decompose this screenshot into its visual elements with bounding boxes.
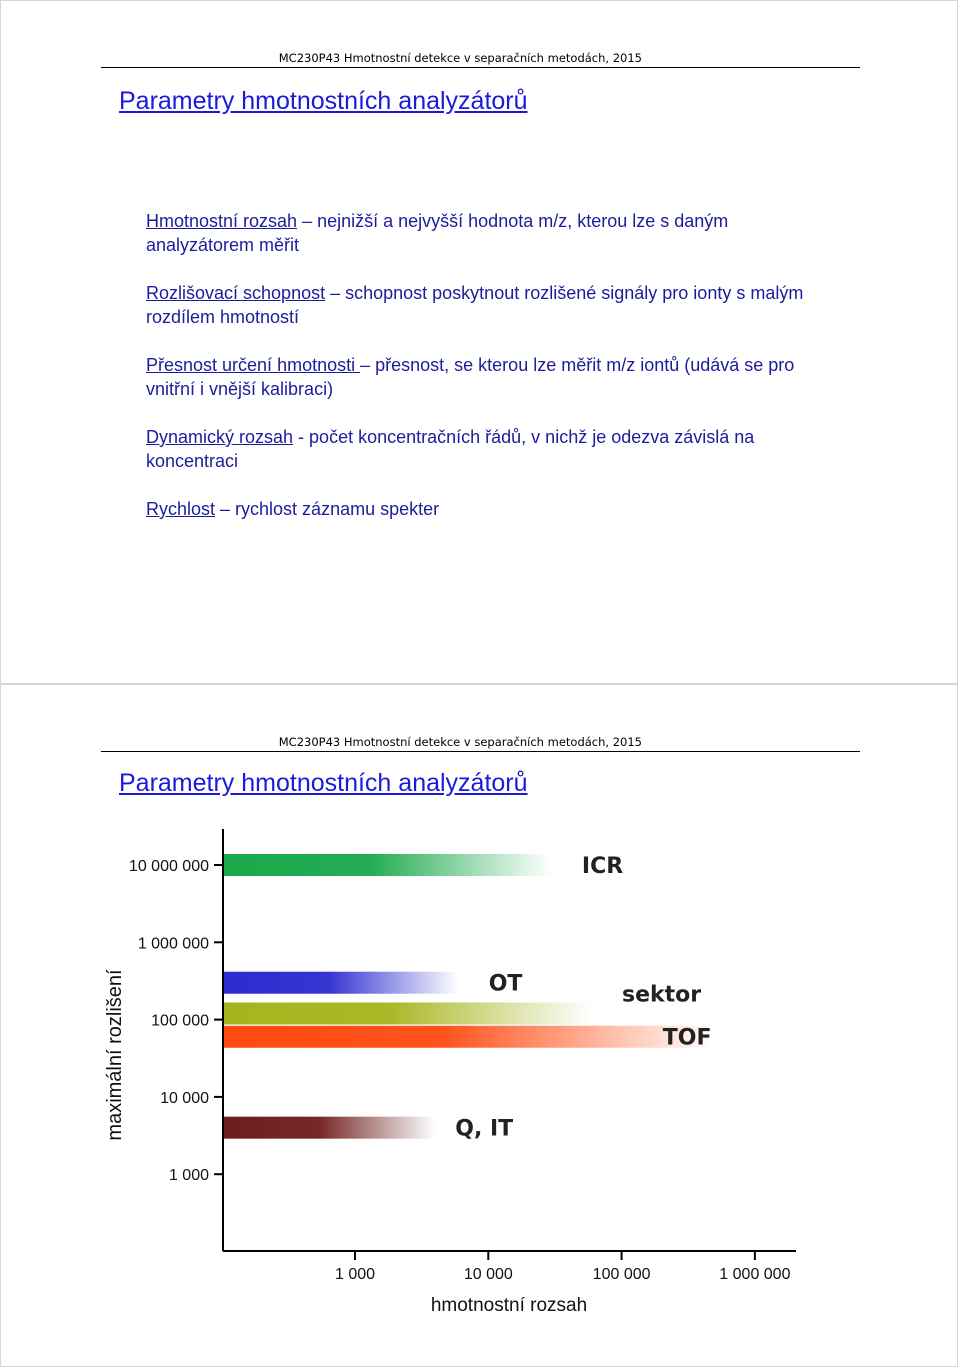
definition-item xyxy=(146,209,836,257)
definition-term: Dynamický rozsah xyxy=(146,427,294,447)
definition-item xyxy=(146,353,836,401)
page-header xyxy=(101,47,860,68)
definition-text: – přesnost, se kterou lze měřit m/z iontů (udává se pro vnitřní i vnější kalibraci) xyxy=(146,355,795,399)
series-label: Q, IT xyxy=(455,1116,514,1142)
slide-2 xyxy=(0,684,958,1367)
definition-item xyxy=(146,425,836,473)
definition-term: Rychlost xyxy=(146,499,216,519)
definition-item xyxy=(146,281,836,329)
y-tick-label: 100 000 xyxy=(151,1012,209,1030)
y-tick-label: 1 000 xyxy=(168,1167,209,1185)
x-tick-label: 10 000 xyxy=(463,1266,513,1283)
definition-list xyxy=(146,209,836,545)
y-axis-title: maximální rozlišení xyxy=(104,969,126,1141)
definition-text: - počet koncentračních řádů, v nichž je odezva závislá na koncentraci xyxy=(146,427,755,471)
header-text: MC230P43 Hmotnostní detekce v separačních metodách, 2015 xyxy=(278,735,642,749)
series-label: ICR xyxy=(581,854,624,879)
slide-1 xyxy=(0,0,958,684)
definition-text: – schopnost poskytnout rozlišené signály pro ionty s malým rozdílem hmotností xyxy=(146,283,804,327)
series-label: TOF xyxy=(662,1025,712,1051)
definition-term: Hmotnostní rozsah xyxy=(146,211,298,231)
range-bar xyxy=(223,1117,435,1139)
definition-term: Rozlišovací schopnost xyxy=(146,283,326,303)
x-tick-label: 100 000 xyxy=(592,1266,651,1283)
definition-item xyxy=(146,497,836,521)
y-tick-label: 1 000 000 xyxy=(137,935,209,953)
y-tick-label: 10 000 xyxy=(160,1089,209,1107)
range-bar xyxy=(223,854,552,876)
series-label: OT xyxy=(488,971,523,997)
definition-text: – nejnižší a nejvyšší hodnota m/z, kterou lze s daným analyzátorem měřit xyxy=(146,211,729,255)
page-title: Parametry hmotnostních analyzátorů xyxy=(119,87,528,115)
y-tick-label: 10 000 000 xyxy=(128,858,209,875)
definition-text: – rychlost záznamu spekter xyxy=(215,499,440,519)
definition-term: Přesnost určení hmotnosti xyxy=(146,355,361,375)
range-bar xyxy=(223,1026,715,1048)
series-label: sektor xyxy=(622,982,702,1008)
header-text: MC230P43 Hmotnostní detekce v separačních metodách, 2015 xyxy=(278,51,642,65)
x-tick-label: 1 000 000 xyxy=(719,1266,791,1283)
page-title: Parametry hmotnostních analyzátorů xyxy=(119,769,528,797)
x-tick-label: 1 000 xyxy=(334,1266,376,1283)
range-bar xyxy=(223,972,459,994)
range-bar xyxy=(223,1002,592,1024)
resolution-range-chart xyxy=(1,685,959,1368)
x-axis-title: hmotnostní rozsah xyxy=(430,1295,588,1316)
